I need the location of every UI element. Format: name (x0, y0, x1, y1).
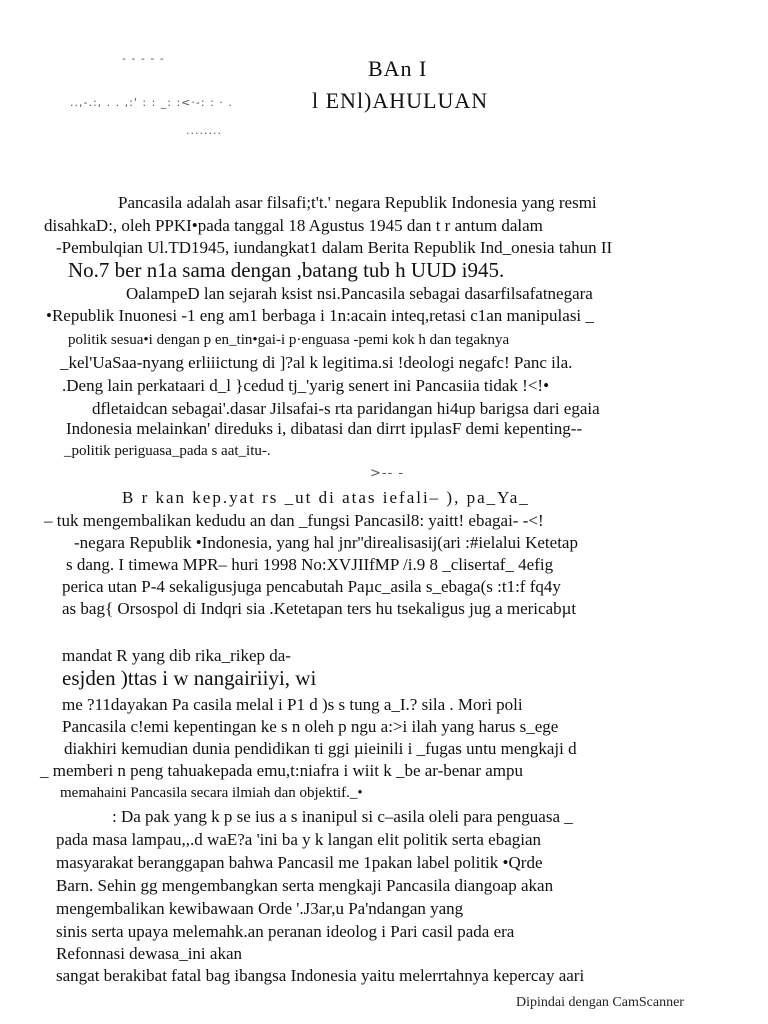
text-line: Refonnasi dewasa_ini akan (56, 944, 242, 963)
text-line: -negara Republik •Indonesia, yang hal jnr''direalisasij(ari :#ielalui Ketetap (74, 533, 578, 552)
text-line: .Deng lain perkataari d_l }cedud tj_'yarig senert ini Pancasiia tidak !<!• (62, 376, 550, 395)
text-line: _politik periguasa_pada s aat_itu-. (64, 443, 271, 459)
text-line: memahaini Pancasila secara ilmiah dan objektif._• (60, 785, 363, 801)
text-line: Pancasila c!emi kepentingan ke s n oleh p ngu a:>i ilah yang harus s_ege (62, 717, 559, 736)
text-line: •Republik Inuonesi -1 eng am1 berbaga i 1n:acain inteq,retasi c1an manipulasi _ (46, 306, 594, 325)
scan-noise: >-- - (370, 466, 405, 481)
text-line: dfletaidcan sebagai'.dasar Jilsafai-s rta paridangan hi4up barigsa dari egaia (92, 399, 600, 418)
text-line: perica utan P-4 sekaligusjuga pencabutah Paµc_asila s_ebaga(s :t1:f fq4y (62, 577, 561, 596)
text-line: B r kan kep.yat rs _ut di atas iefali– ), pa_Ya_ (122, 488, 530, 507)
text-line: diakhiri kemudian dunia pendidikan ti ggi µieinili i _fugas untu mengkaji d (64, 739, 577, 758)
text-line: mandat R yang dib rika_rikep da- (62, 646, 291, 665)
text-line: sinis serta upaya melemahk.an peranan ideolog i Pari casil pada era (56, 922, 515, 941)
chapter-title: BAn I (368, 56, 428, 81)
text-line: OalampeD lan sejarah ksist nsi.Pancasila sebagai dasarfilsafatnegara (126, 284, 593, 303)
text-line: masyarakat beranggapan bahwa Pancasil me 1pakan label politik •Qrde (56, 853, 543, 872)
text-line: me ?11dayakan Pa casila melal i P1 d )s s tung a_I.? sila . Mori poli (62, 695, 523, 714)
text-line: sangat berakibat fatal bag ibangsa Indonesia yaitu melerrtahnya kepercay aari (56, 966, 585, 985)
text-line: disahkaD:, oleh PPKI•pada tanggal 18 Agustus 1945 dan t r antum dalam (44, 216, 543, 235)
text-line: – tuk mengembalikan kedudu an dan _fungsi Pancasil8: yaitt! ebagai- -<! (44, 511, 544, 530)
text-line: politik sesua•i dengan p en_tin•gai-i p·enguasa -pemi kok h dan tegaknya (68, 332, 510, 348)
text-line: No.7 ber n1a sama dengan ,batang tub h UUD i945. (68, 258, 505, 282)
text-line: esjden )ttas i w nangairiiyi, wi (62, 666, 317, 690)
scan-noise-top: - - - - - (122, 52, 165, 65)
scanner-watermark: Dipindai dengan CamScanner (516, 995, 684, 1010)
text-line: Pancasila adalah asar filsafi;t't.' negara Republik Indonesia yang resmi (118, 193, 597, 212)
text-line: Barn. Sehin gg mengembangkan serta mengkaji Pancasila diangoap akan (56, 876, 554, 895)
scan-noise-left: ..,-.:, . . ,:' : : _: :<·-: : · . (70, 96, 233, 109)
text-line: _kel'UaSaa-nyang erliiictung di ]?al k legitima.si !deologi negafc! Panc ila. (60, 353, 573, 372)
text-line: as bag{ Orsospol di Indqri sia .Ketetapan ters hu tsekaligus jug a mericabµt (62, 599, 577, 618)
text-line: _ memberi n peng tahuakepada emu,t:niafra i wiit k _be ar-benar ampu (40, 761, 524, 780)
chapter-subtitle: l ENl)AHULUAN (312, 88, 489, 113)
text-line: pada masa lampau,,.d waE?a 'ini ba y k langan elit politik serta ebagian (56, 830, 542, 849)
text-line: -Pembulqian Ul.TD1945, iundangkat1 dalam Berita Republik Ind_onesia tahun II (56, 238, 613, 257)
text-line: Indonesia melainkan' direduks i, dibatasi dan dirrt ipµlasF demi kepenting-- (66, 419, 583, 438)
text-line: s dang. I timewa MPR– huri 1998 No:XVJIIfMP /i.9 8 _clisertaf_ 4efig (66, 555, 554, 574)
text-line: : Da pak yang k p se ius a s inanipul si c–asila oleli para penguasa _ (112, 807, 573, 826)
text-line: mengembalikan kewibawaan Orde '.J3ar,u Pa'ndangan yang (56, 899, 464, 918)
scan-noise-dots: ........ (186, 124, 222, 137)
